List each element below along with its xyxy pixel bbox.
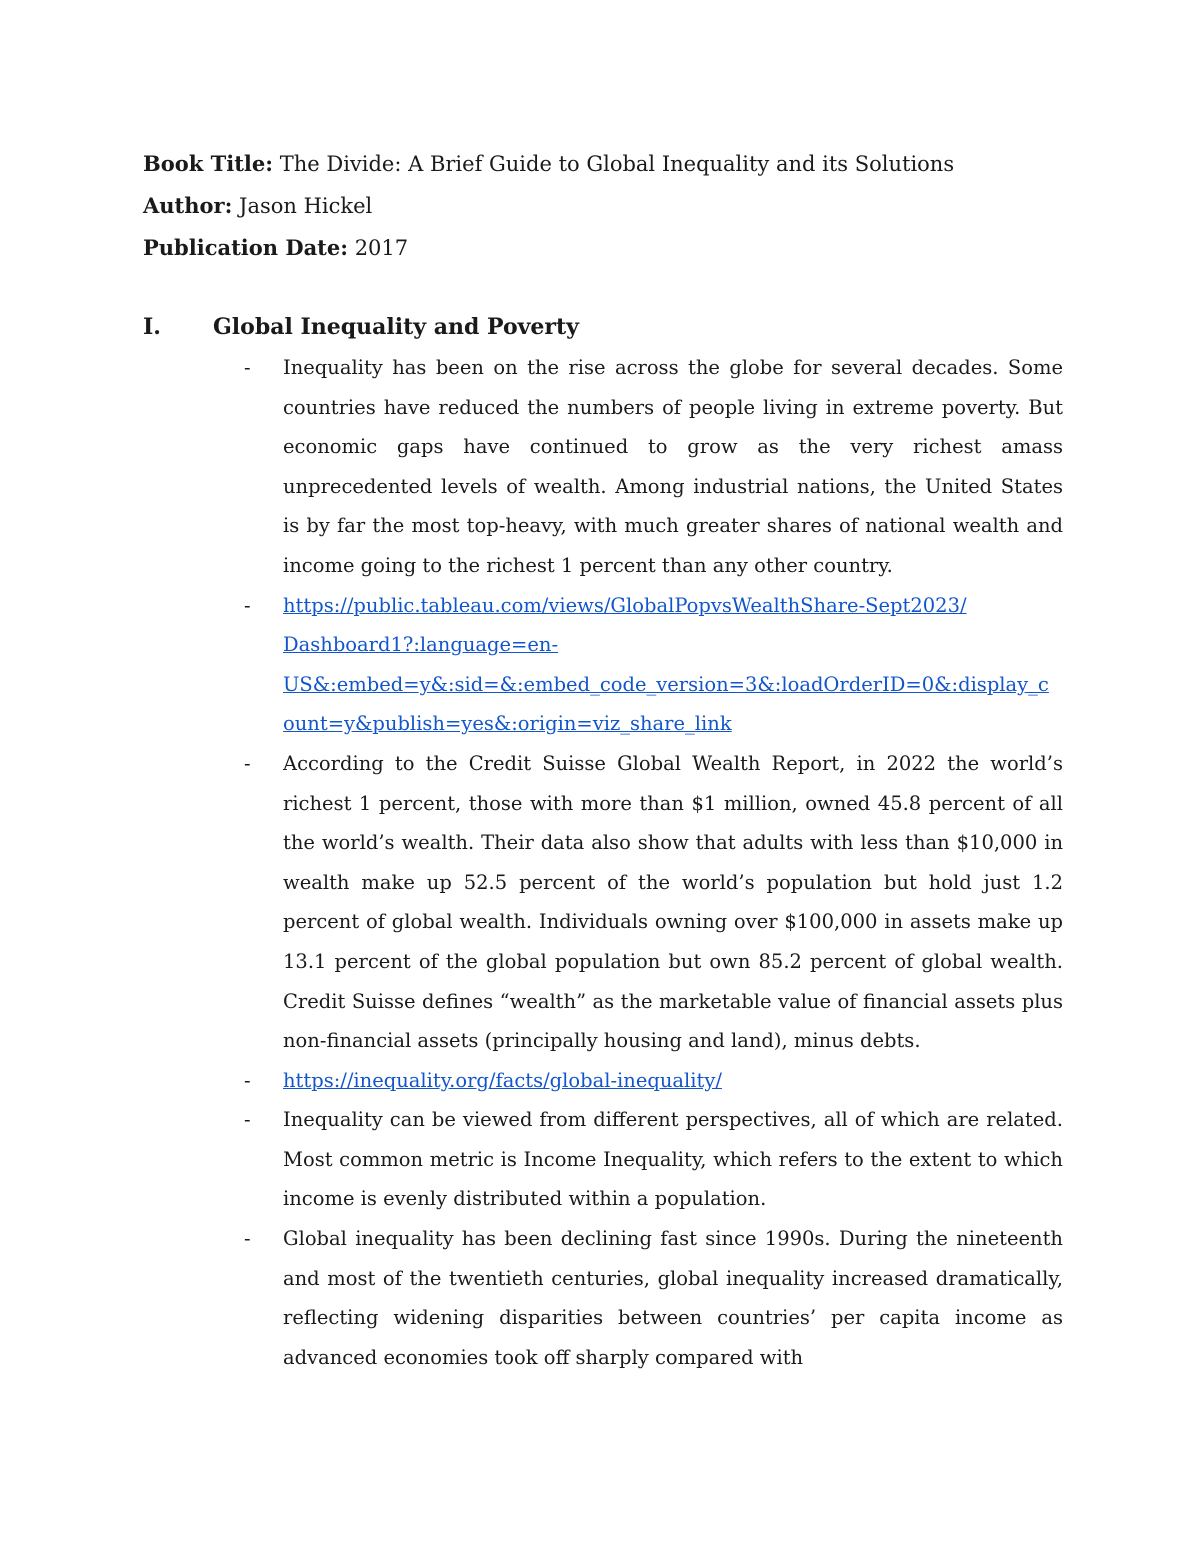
book-title-value: The Divide: A Brief Guide to Global Inequality and its Solutions	[279, 152, 955, 176]
bullet-dash: -	[244, 1227, 251, 1251]
publication-date-line	[143, 227, 1083, 269]
bullet-dash: -	[244, 593, 251, 617]
section-heading	[143, 306, 1063, 348]
link-line: Dashboard1?:language=en-	[283, 633, 559, 657]
section-global-inequality	[143, 306, 1063, 1377]
section-number: I.	[143, 314, 161, 340]
book-metadata	[143, 143, 1083, 269]
list-item	[143, 1219, 1063, 1377]
publication-date-value: 2017	[354, 236, 409, 260]
list-item	[143, 1100, 1063, 1219]
tableau-link[interactable]	[283, 586, 1063, 744]
bullet-text: Inequality has been on the rise across the globe for several decades. Some countries have reduced the numbers of people living in extreme poverty. But economic gaps have continued to grow as the very richest amass unprecedented levels of wealth. Among industrial nations, the United States is by far the most top-heavy, with much greater shares of national wealth and income going to the richest 1 percent than any other country.	[283, 356, 1063, 577]
publication-date-label: Publication Date:	[143, 235, 348, 260]
bullet-text: Inequality can be viewed from different perspectives, all of which are related. Most common metric is Income Inequality, which refers to the extent to which income is evenly distributed within a population.	[283, 1108, 1063, 1211]
list-item	[143, 586, 1063, 744]
bullet-text: Global inequality has been declining fast since 1990s. During the nineteenth and most of the twentieth centuries, global inequality increased dramatically, reflecting widening disparities between countries’ per capita income as advanced economies took off sharply compared with	[283, 1227, 1063, 1369]
author-label: Author:	[143, 193, 233, 218]
link-line: ount=y&publish=yes&:origin=viz_share_link	[283, 712, 732, 736]
author-line	[143, 185, 1083, 227]
bullet-dash: -	[244, 751, 251, 775]
author-value: Jason Hickel	[239, 194, 373, 218]
section-title: Global Inequality and Poverty	[213, 314, 579, 340]
link-line: US&:embed=y&:sid=&:embed_code_version=3&:loadOrderID=0&:display_c	[283, 672, 1049, 696]
inequality-org-link[interactable]: https://inequality.org/facts/global-inequality/	[283, 1068, 722, 1092]
bullet-dash: -	[244, 1068, 251, 1092]
book-title-label: Book Title:	[143, 151, 274, 176]
book-title-line	[143, 143, 1083, 185]
bullet-dash: -	[244, 1108, 251, 1132]
bullet-dash: -	[244, 356, 251, 379]
list-item	[143, 348, 1063, 586]
list-item	[143, 744, 1063, 1061]
bullet-list	[143, 348, 1063, 1377]
list-item	[143, 1061, 1063, 1101]
bullet-text: According to the Credit Suisse Global Wealth Report, in 2022 the world’s richest 1 percent, those with more than $1 million, owned 45.8 percent of all the world’s wealth. Their data also show that adults with less than $10,000 in wealth make up 52.5 percent of the world’s population but hold just 1.2 percent of global wealth. Individuals owning over $100,000 in assets make up 13.1 percent of the global population but own 85.2 percent of global wealth. Credit Suisse defines “wealth” as the marketable value of financial assets plus non-financial assets (principally housing and land), minus debts.	[283, 751, 1063, 1053]
link-line: https://public.tableau.com/views/GlobalPopvsWealthShare-Sept2023/	[283, 593, 967, 617]
